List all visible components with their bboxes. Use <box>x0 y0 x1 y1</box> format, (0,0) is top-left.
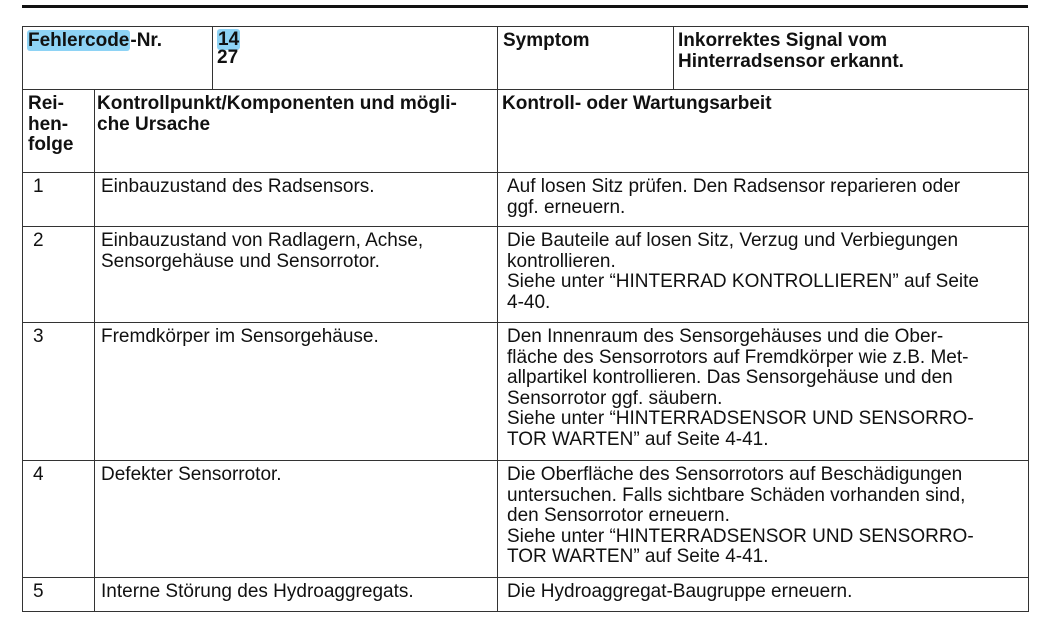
symptom-text: Inkorrektes Signal vom Hinterradsensor erkannt. <box>678 30 904 72</box>
code-label-cell <box>23 27 213 90</box>
table-row <box>23 461 1029 578</box>
row-number: 3 <box>33 326 44 347</box>
code-label-highlight: Fehlercode <box>28 30 130 51</box>
row-action: Den Innenraum des Sensorgehäuses und die Ober- fläche des Sensorrotors auf Fremdkörper wie z.B. Met- allpartikel kontrollieren. Das Sensorgehäuse und den Sensorrotor ggf. säubern. Siehe unter “HINTERRADSENSOR UND SENSORRO- TOR WARTEN” auf Seite 4-41. <box>507 326 974 450</box>
row-checkpoint: Fremdkörper im Sensorgehäuse. <box>101 326 379 347</box>
row-action: Die Hydroaggregat-Baugruppe erneuern. <box>507 581 853 602</box>
table-row <box>23 323 1029 461</box>
row-number: 2 <box>33 230 44 251</box>
row-action: Die Bauteile auf losen Sitz, Verzug und Verbiegungen kontrollieren. Siehe unter “HINTERRAD KONTROLLIEREN” auf Seite 4-40. <box>507 230 979 313</box>
row-action: Die Oberfläche des Sensorrotors auf Beschädigungen untersuchen. Falls sichtbare Schäden vorhanden sind, den Sensorrotor erneuern. Siehe unter “HINTERRADSENSOR UND SENSORRO- TOR WARTEN” auf Seite 4-41. <box>507 464 974 567</box>
top-rule <box>22 5 1028 8</box>
row-number: 5 <box>33 581 44 602</box>
row-number: 1 <box>33 176 44 197</box>
row-checkpoint: Interne Störung des Hydroaggregats. <box>101 581 414 602</box>
column-header-row <box>23 90 1029 173</box>
column-action-header: Kontroll- oder Wartungsarbeit <box>498 90 1029 173</box>
table-row <box>23 227 1029 323</box>
row-checkpoint: Einbauzustand von Radlagern, Achse, Sensorgehäuse und Sensorrotor. <box>101 230 424 272</box>
row-number: 4 <box>33 464 44 485</box>
row-checkpoint: Defekter Sensorrotor. <box>101 464 282 485</box>
code-label-rest: -Nr. <box>130 30 163 51</box>
fault-code-table <box>22 26 1029 612</box>
row-checkpoint: Einbauzustand des Radsensors. <box>101 176 375 197</box>
column-order-header: Rei- hen- folge <box>23 90 95 173</box>
symptom-label: Symptom <box>498 27 674 89</box>
symptom-cell <box>498 27 1029 90</box>
column-checkpoint-header: Kontrollpunkt/Komponenten und mögli- che Ursache <box>95 90 498 173</box>
code-number-first: 14 <box>218 29 240 50</box>
row-action: Auf losen Sitz prüfen. Den Radsensor reparieren oder ggf. erneuern. <box>507 176 961 218</box>
header-row <box>23 27 1029 90</box>
code-number-second: 27 <box>217 47 239 68</box>
code-number-cell <box>213 27 498 90</box>
table-row <box>23 173 1029 227</box>
table-row <box>23 578 1029 612</box>
